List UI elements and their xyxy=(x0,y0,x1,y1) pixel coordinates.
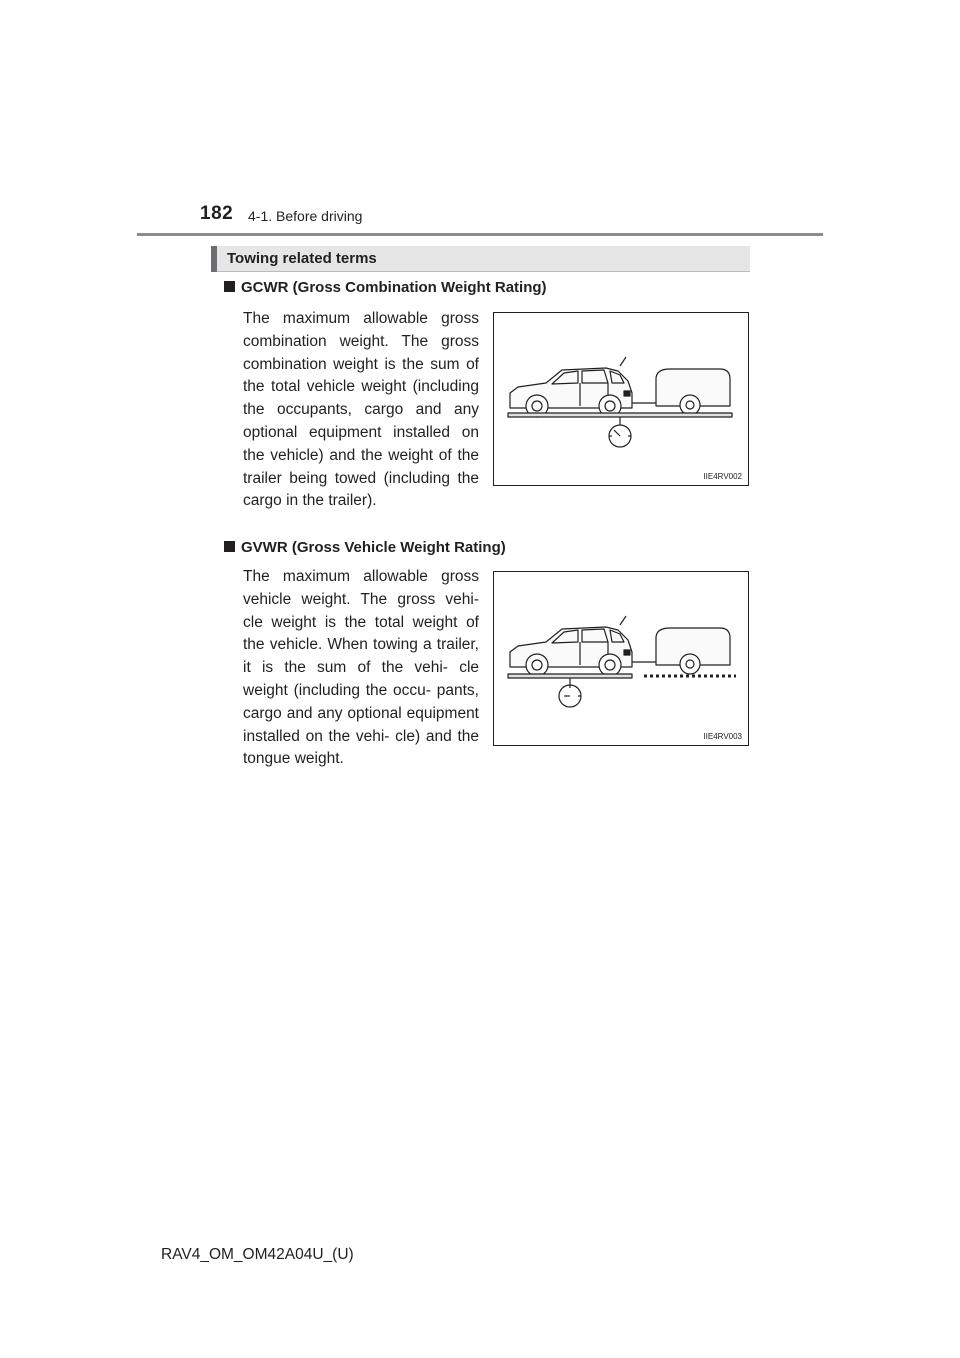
body-line: (including the cargo in the xyxy=(243,469,479,510)
body-line: trailer). xyxy=(328,492,377,510)
body-line: combination weight is the sum xyxy=(243,355,460,373)
section-label: 4-1. Before driving xyxy=(248,208,363,224)
section-title: Towing related terms xyxy=(227,250,377,267)
body-line: vehicle weight. The gross vehi- xyxy=(243,590,479,608)
body-line: of the total vehicle weight xyxy=(243,355,479,396)
figure-code: IIE4RV003 xyxy=(703,732,742,741)
body-line: and any optional equipment xyxy=(243,401,479,441)
figure-code: IIE4RV002 xyxy=(703,472,742,481)
body-line: equipment installed on the vehi- xyxy=(243,704,479,745)
term-heading-gcwr xyxy=(224,279,547,296)
body-line: cle) and the tongue weight. xyxy=(243,727,480,768)
body-line: the vehicle. When towing a xyxy=(243,636,432,654)
page-number: 182 xyxy=(200,203,234,224)
document-id: RAV4_OM_OM42A04U_(U) xyxy=(161,1246,354,1263)
body-line: (including the occupants, cargo xyxy=(243,378,479,419)
term-body-gvwr xyxy=(243,566,479,771)
body-line: cle weight is the total weight of xyxy=(243,613,479,631)
section-title-bar xyxy=(211,246,750,272)
body-line: The maximum allowable gross xyxy=(243,310,479,327)
body-line: trailer, it is the sum of the vehi- xyxy=(243,636,479,677)
vehicle-with-trailer-illustration xyxy=(494,313,748,485)
square-bullet-icon xyxy=(224,281,235,292)
vehicle-with-trailer-illustration xyxy=(494,572,748,745)
figure-gvwr xyxy=(493,571,749,746)
term-heading-text: GVWR (Gross Vehicle Weight Rating) xyxy=(241,539,506,556)
body-line: The maximum allowable gross xyxy=(243,568,479,585)
body-line: cle weight (including the occu- xyxy=(243,659,480,699)
body-line: installed on the vehicle) and the xyxy=(243,423,479,464)
term-heading-text: GCWR (Gross Combination Weight Rating) xyxy=(241,279,547,296)
square-bullet-icon xyxy=(224,541,235,552)
body-line: weight of the trailer being towed xyxy=(243,446,479,487)
term-body-gcwr xyxy=(243,308,479,513)
term-heading-gvwr xyxy=(224,539,506,556)
figure-gcwr xyxy=(493,312,749,486)
header-rule xyxy=(137,233,823,236)
body-line: pants, cargo and any optional xyxy=(243,681,479,722)
title-bar-accent xyxy=(211,246,217,272)
body-line: combination weight. The gross xyxy=(243,332,479,350)
